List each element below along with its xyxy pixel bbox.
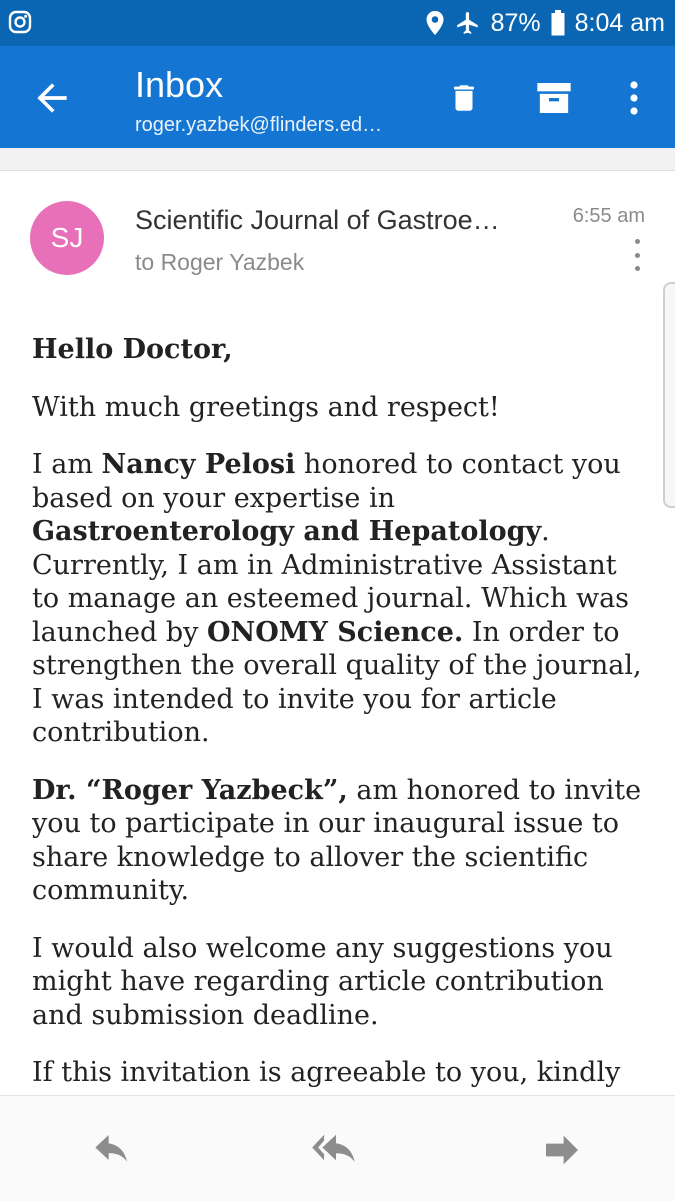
scroll-handle[interactable] bbox=[663, 282, 675, 508]
battery-percent: 87% bbox=[490, 8, 541, 37]
trash-icon[interactable] bbox=[442, 76, 486, 120]
clock: 8:04 am bbox=[574, 8, 665, 37]
recipient-line[interactable]: to Roger Yazbek bbox=[135, 249, 305, 275]
archive-icon[interactable] bbox=[532, 76, 576, 120]
airplane-icon bbox=[455, 10, 481, 36]
more-vert-icon[interactable] bbox=[612, 76, 656, 120]
body-paragraph: Dr. “Roger Yazbeck”, am honored to invite you to participate in our inaugural issue to share knowledge to allover the scientific community. bbox=[32, 774, 642, 906]
sender-name: Scientific Journal of Gastroe… bbox=[135, 205, 500, 235]
status-bar bbox=[0, 0, 675, 46]
reply-all-icon[interactable] bbox=[312, 1126, 360, 1174]
message-time: 6:55 am bbox=[572, 205, 645, 227]
body-paragraph: I would also welcome any suggestions you might have regarding article contribution and submission deadline. bbox=[32, 932, 613, 1031]
message-body bbox=[32, 333, 652, 1093]
author-name: Nancy Pelosi bbox=[101, 449, 296, 480]
greeting: Hello Doctor, bbox=[32, 334, 233, 365]
body-paragraph: I am Nancy Pelosi honored to contact you based on your expertise in Gastroenterology and Hepatology. Currently, I am in Administrative Assistant to manage an esteemed journal. Which was launched by ONOMY Science. In order to strengthen the overall quality of the journal, I was intended to invite you for article contribution. bbox=[32, 449, 642, 748]
body-paragraph: If this invitation is agreeable to you, kindly bbox=[32, 1057, 621, 1088]
battery-icon bbox=[551, 10, 565, 36]
back-arrow-icon[interactable] bbox=[30, 76, 74, 120]
avatar[interactable]: SJ bbox=[30, 201, 104, 275]
instagram-icon bbox=[8, 10, 32, 34]
field-name: Gastroenterology and Hepatology bbox=[32, 516, 542, 547]
body-line: With much greetings and respect! bbox=[32, 391, 500, 423]
page-title: Inbox bbox=[135, 64, 224, 105]
publisher-name: ONOMY Science. bbox=[207, 616, 464, 648]
thread-divider bbox=[0, 148, 675, 171]
forward-icon[interactable] bbox=[538, 1126, 586, 1174]
location-icon bbox=[425, 10, 445, 36]
recipient-name: Dr. “Roger Yazbeck”, bbox=[32, 774, 348, 806]
message-more-icon[interactable] bbox=[627, 239, 647, 271]
message-header[interactable] bbox=[0, 171, 675, 291]
bottom-action-bar bbox=[0, 1095, 675, 1201]
account-email: roger.yazbek@flinders.ed… bbox=[135, 114, 383, 136]
reply-icon[interactable] bbox=[88, 1126, 136, 1174]
app-bar bbox=[0, 46, 675, 148]
